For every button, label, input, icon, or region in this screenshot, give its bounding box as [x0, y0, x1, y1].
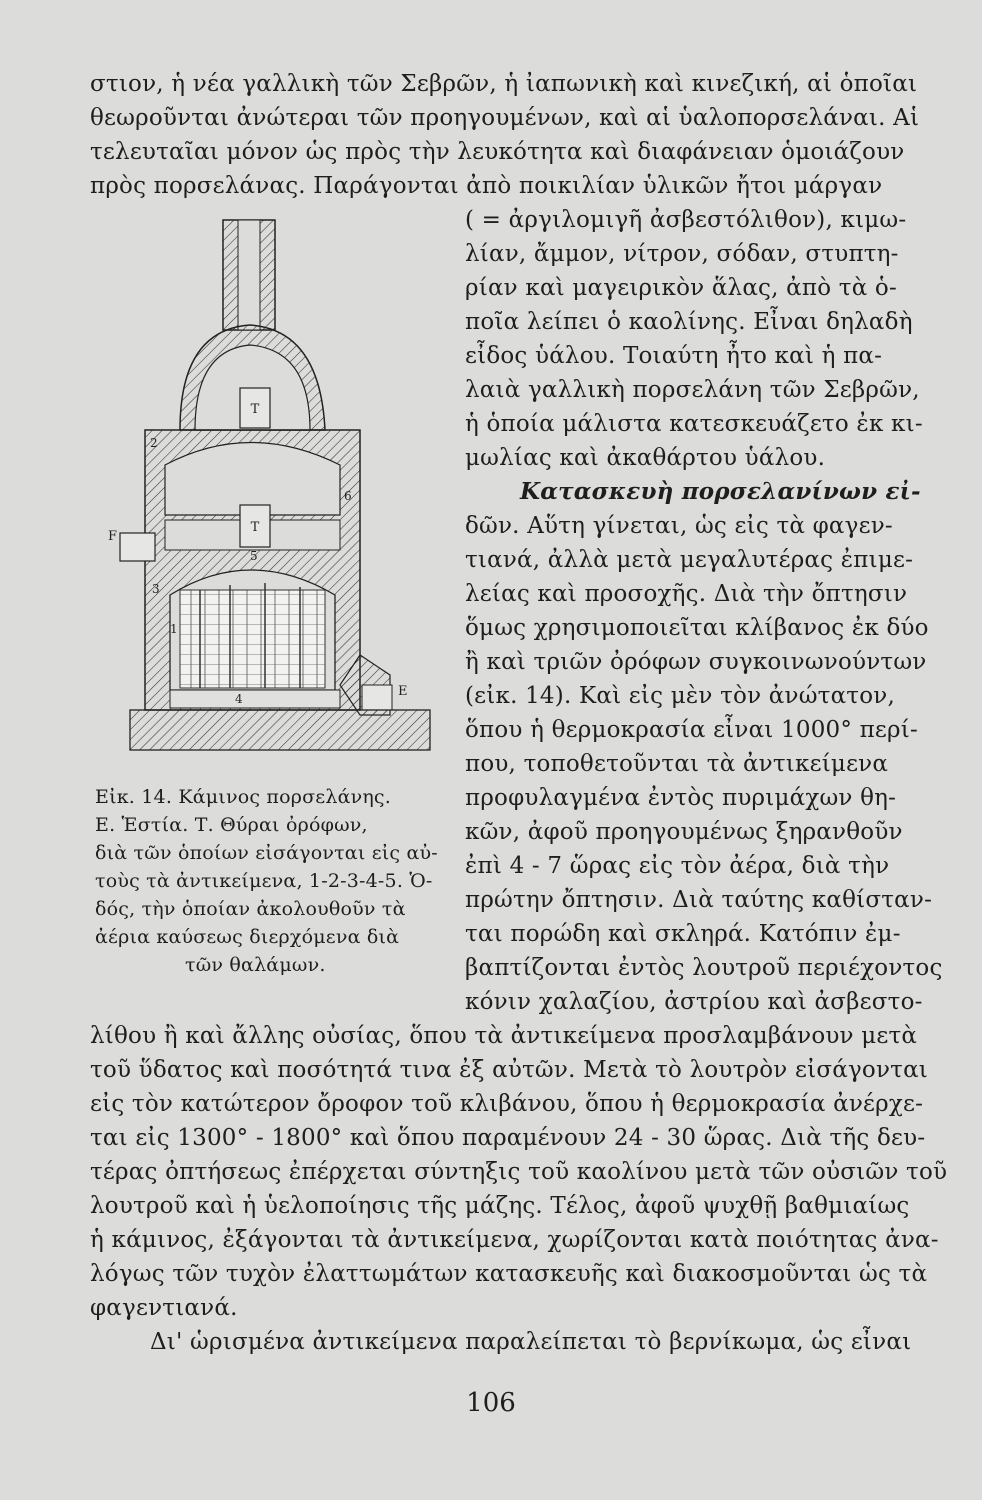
figure-label: 3: [152, 582, 160, 596]
figure-label: F: [108, 529, 118, 544]
figure-label: 6: [344, 489, 352, 503]
text-line: ται εἰς 1300° - 1800° καὶ ὅπου παραμένουν 24 - 30 ὥρας. Διὰ τῆς δευ-: [90, 1125, 926, 1151]
caption-line: διὰ τῶν ὁποίων εἰσάγονται εἰς αὐ-: [95, 842, 438, 864]
text-line: προφυλαγμένα ἐντὸς πυριμάχων θη-: [465, 785, 897, 811]
caption-line: τῶν θαλάμων.: [185, 954, 326, 976]
text-line: ( = ἀργιλομιγῆ ἀσβεστόλιθον), κιμω-: [465, 207, 907, 233]
text-line: κῶν, ἀφοῦ προηγουμένως ξηρανθοῦν: [465, 819, 903, 845]
figure-label: T: [250, 402, 260, 417]
caption-line: Ε. Ἑστία. Τ. Θύραι ὀρόφων,: [95, 814, 368, 836]
caption-line: τοὺς τὰ ἀντικείμενα, 1-2-3-4-5. Ὁ-: [95, 870, 433, 892]
figure-label: E: [398, 684, 408, 699]
text-line: ὅμως χρησιμοποιεῖται κλίβανος ἐκ δύο: [465, 615, 929, 641]
text-line: κόνιν χαλαζίου, ἀστρίου καὶ ἀσβεστο-: [465, 989, 923, 1015]
caption-line: Εἰκ. 14. Κάμινος πορσελάνης.: [95, 786, 392, 808]
text-line: λίαν, ἄμμον, νίτρον, σόδαν, στυπτη-: [465, 241, 899, 267]
text-line: μωλίας καὶ ἀκαθάρτου ὑάλου.: [465, 445, 826, 471]
text-line: ἐπὶ 4 - 7 ὥρας εἰς τὸν ἀέρα, διὰ τὴν: [465, 853, 890, 879]
text-line: δῶν. Αὕτη γίνεται, ὡς εἰς τὰ φαγεν-: [465, 513, 893, 539]
text-line: θεωροῦνται ἀνώτεραι τῶν προηγουμένων, καὶ αἱ ὑαλοπορσελάναι. Αἱ: [90, 105, 920, 131]
text-line: ἡ κάμινος, ἐξάγονται τὰ ἀντικείμενα, χωρίζονται κατὰ ποιότητας ἀνα-: [90, 1227, 939, 1253]
text-line: Δι' ὡρισμένα ἀντικείμενα παραλείπεται τὸ βερνίκωμα, ὡς εἶναι: [150, 1329, 912, 1355]
figure-label: T: [250, 520, 260, 535]
caption-line: δός, τὴν ὁποίαν ἀκολουθοῦν τὰ: [95, 898, 406, 920]
text-line: τιανά, ἀλλὰ μετὰ μεγαλυτέρας ἐπιμε-: [465, 547, 914, 573]
text-line: εἶδος ὑάλου. Τοιαύτη ἦτο καὶ ἡ πα-: [465, 343, 883, 369]
text-line: ρίαν καὶ μαγειρικὸν ἅλας, ἀπὸ τὰ ὁ-: [465, 275, 897, 301]
text-line: λόγως τῶν τυχὸν ἐλαττωμάτων κατασκευῆς καὶ διακοσμοῦνται ὡς τὰ: [90, 1261, 928, 1287]
kiln-figure: [100, 215, 435, 770]
text-line: πρὸς πορσελάνας. Παράγονται ἀπὸ ποικιλίαν ὑλικῶν ἤτοι μάργαν: [90, 173, 883, 199]
text-line: λαιὰ γαλλικὴ πορσελάνη τῶν Σεβρῶν,: [465, 377, 920, 403]
text-line: ποῖα λείπει ὁ καολίνης. Εἶναι δηλαδὴ: [465, 309, 913, 335]
text-line: ὅπου ἡ θερμοκρασία εἶναι 1000° περί-: [465, 717, 918, 743]
text-line: ται πορώδη καὶ σκληρά. Κατόπιν ἐμ-: [465, 921, 901, 947]
caption-line: ἀέρια καύσεως διερχόμενα διὰ: [95, 926, 400, 948]
text-line: λίθου ἢ καὶ ἄλλης οὐσίας, ὅπου τὰ ἀντικείμενα προσλαμβάνουν μετὰ: [90, 1023, 918, 1049]
text-line: βαπτίζονται ἐντὸς λουτροῦ περιέχοντος: [465, 955, 943, 981]
figure-label: 2: [150, 436, 158, 450]
figure-label: 1: [170, 622, 178, 636]
text-line: λείας καὶ προσοχῆς. Διὰ τὴν ὄπτησιν: [465, 581, 908, 607]
text-line: ἢ καὶ τριῶν ὀρόφων συγκοινωνούντων: [465, 649, 927, 675]
figure-label: 5: [250, 549, 258, 563]
text-line: τελευταῖαι μόνον ὡς πρὸς τὴν λευκότητα καὶ διαφάνειαν ὁμοιάζουν: [90, 139, 905, 165]
text-line: εἰς τὸν κατώτερον ὄροφον τοῦ κλιβάνου, ὅπου ἡ θερμοκρασία ἀνέρχε-: [90, 1091, 924, 1117]
page-number: 106: [466, 1388, 516, 1418]
section-heading: Κατασκευὴ πορσελανίνων εἰ-: [520, 478, 921, 505]
text-line: λουτροῦ καὶ ἡ ὑελοποίησις τῆς μάζης. Τέλος, ἀφοῦ ψυχθῇ βαθμιαίως: [90, 1193, 910, 1219]
figure-label: 4: [235, 692, 243, 706]
text-line: πρώτην ὄπτησιν. Διὰ ταύτης καθίσταν-: [465, 887, 933, 913]
text-line: στιον, ἡ νέα γαλλικὴ τῶν Σεβρῶν, ἡ ἰαπωνικὴ καὶ κινεζική, αἱ ὁποῖαι: [90, 71, 918, 97]
text-line: τέρας ὀπτήσεως ἐπέρχεται σύντηξις τοῦ καολίνου μετὰ τῶν οὐσιῶν τοῦ: [90, 1159, 948, 1185]
text-line: (εἰκ. 14). Καὶ εἰς μὲν τὸν ἀνώτατον,: [465, 683, 895, 709]
text-line: που, τοποθετοῦνται τὰ ἀντικείμενα: [465, 751, 889, 777]
text-line: φαγεντιανά.: [90, 1295, 238, 1321]
text-line: ἡ ὁποία μάλιστα κατεσκευάζετο ἐκ κι-: [465, 411, 923, 437]
text-line: τοῦ ὕδατος καὶ ποσότητά τινα ἐξ αὐτῶν. Μετὰ τὸ λουτρὸν εἰσάγονται: [90, 1057, 929, 1083]
